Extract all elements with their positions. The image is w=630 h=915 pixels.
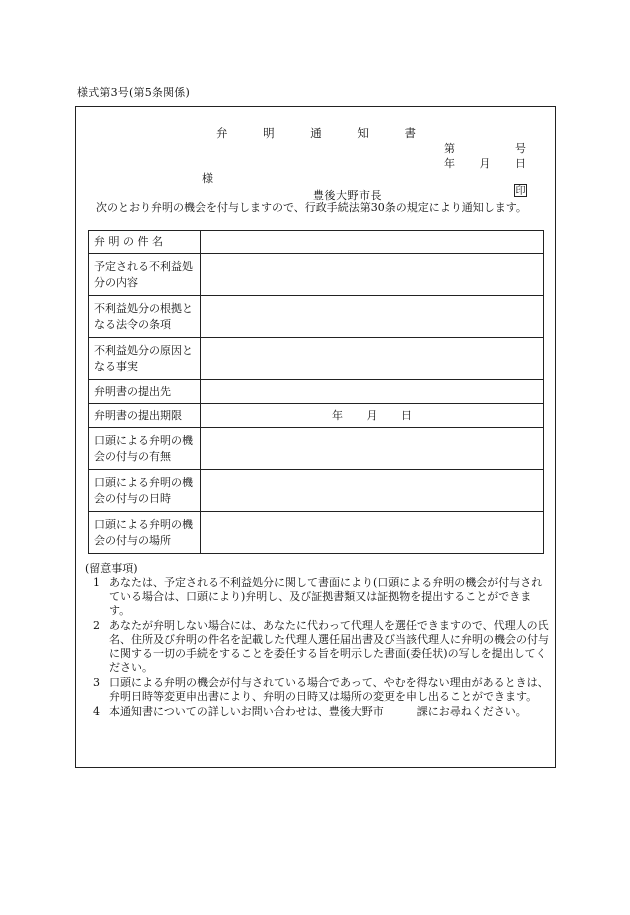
table-row bbox=[89, 254, 544, 296]
issuer-mayor: 豊後大野市長 bbox=[313, 189, 382, 202]
note-item bbox=[85, 619, 551, 675]
row-label: 不利益処分の原因となる事実 bbox=[89, 338, 201, 380]
table-row bbox=[89, 512, 544, 554]
title-char: 弁 bbox=[216, 126, 228, 140]
table-row bbox=[89, 404, 544, 428]
note-text: 本通知書についての詳しいお問い合わせは、豊後大野市 課にお尋ねください。 bbox=[109, 705, 527, 718]
table-row bbox=[89, 231, 544, 254]
title-char: 明 bbox=[263, 126, 275, 140]
table-row bbox=[89, 338, 544, 380]
row-value bbox=[201, 254, 544, 296]
note-item bbox=[85, 576, 551, 618]
addressee: 様 bbox=[202, 172, 213, 185]
date-month: 月 bbox=[479, 157, 491, 170]
row-value bbox=[201, 231, 544, 254]
row-label: 口頭による弁明の機会の付与の有無 bbox=[89, 428, 201, 470]
number-prefix: 第 bbox=[444, 142, 455, 155]
notice-frame bbox=[75, 106, 556, 768]
row-label: 弁明書の提出期限 bbox=[89, 404, 201, 428]
row-value bbox=[201, 470, 544, 512]
deadline-day: 日 bbox=[401, 408, 412, 422]
deadline-date bbox=[332, 408, 412, 424]
row-label: 不利益処分の根拠となる法令の条項 bbox=[89, 296, 201, 338]
notes-list bbox=[85, 576, 551, 720]
note-number: 2 bbox=[93, 619, 100, 632]
note-number: 4 bbox=[93, 705, 100, 718]
form-label: 様式第3号(第5条関係) bbox=[77, 86, 190, 99]
note-item bbox=[85, 705, 551, 719]
row-label: 弁明書の提出先 bbox=[89, 380, 201, 404]
document-title bbox=[216, 125, 416, 141]
row-label: 弁 明 の 件 名 bbox=[89, 231, 201, 254]
deadline-value bbox=[201, 404, 544, 428]
date-day: 日 bbox=[515, 157, 526, 170]
document-number bbox=[444, 140, 526, 156]
row-value bbox=[201, 380, 544, 404]
number-suffix: 号 bbox=[515, 142, 526, 155]
row-label: 予定される不利益処分の内容 bbox=[89, 254, 201, 296]
row-label: 口頭による弁明の機会の付与の日時 bbox=[89, 470, 201, 512]
row-value bbox=[201, 296, 544, 338]
table-row bbox=[89, 470, 544, 512]
table-row bbox=[89, 296, 544, 338]
note-text: あなたは、予定される不利益処分に関して書面により(口頭による弁明の機会が付与されている場合は、口頭により)弁明し、及び証拠書類又は証拠物を提出することができます。 bbox=[109, 576, 543, 617]
seal-mark: 印 bbox=[515, 186, 526, 197]
intro-text: 次のとおり弁明の機会を付与しますので、行政手続法第30条の規定により通知します。 bbox=[96, 201, 527, 214]
table-row bbox=[89, 380, 544, 404]
notes-title: (留意事項) bbox=[85, 562, 138, 575]
title-char: 書 bbox=[404, 126, 416, 140]
date-year: 年 bbox=[444, 157, 455, 170]
issue-date bbox=[444, 155, 526, 171]
note-text: あなたが弁明しない場合には、あなたに代わって代理人を選任できますので、代理人の氏名、住所及び弁明の件名を記載した代理人選任届出書及び当該代理人に弁明の機会の付与に関する一切の手続をすることを委任する旨を明示した書面(委任状)の写しを提出してください。 bbox=[109, 619, 549, 674]
title-char: 通 bbox=[310, 126, 322, 140]
row-value bbox=[201, 428, 544, 470]
deadline-month: 月 bbox=[366, 408, 378, 422]
note-number: 3 bbox=[93, 676, 100, 689]
note-item bbox=[85, 676, 551, 704]
row-label: 口頭による弁明の機会の付与の場所 bbox=[89, 512, 201, 554]
row-value bbox=[201, 338, 544, 380]
deadline-year: 年 bbox=[332, 408, 343, 422]
note-text: 口頭による弁明の機会が付与されている場合であって、やむを得ない理由があるときは、弁明日時等変更申出書により、弁明の日時又は場所の変更を申し出ることができます。 bbox=[109, 676, 549, 703]
notice-table bbox=[88, 230, 544, 554]
row-value bbox=[201, 512, 544, 554]
note-number: 1 bbox=[93, 576, 100, 589]
title-char: 知 bbox=[357, 126, 369, 140]
table-row bbox=[89, 428, 544, 470]
